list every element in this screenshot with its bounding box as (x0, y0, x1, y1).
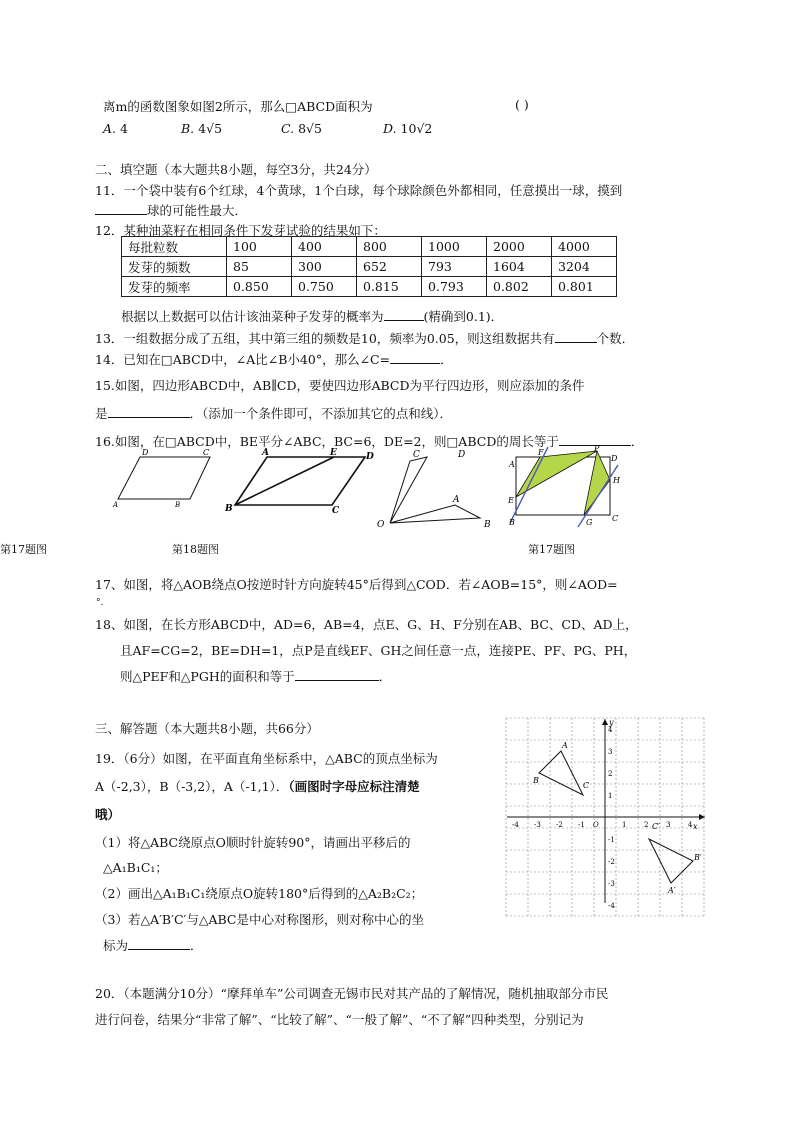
q13-a: 13．一组数据分成了五组，其中第三组的频数是10，频率为0.05，则这组数据共有 (95, 331, 555, 346)
fig3-triangle-cod (390, 457, 427, 523)
fig1-label-a: A (113, 501, 119, 509)
fig1-label-d: D (142, 448, 149, 457)
q15-line1: 15.如图，四边形ABCD中，AB∥CD，要使四边形ABCD为平行四边形，则应添加的条件 (95, 378, 585, 393)
fig4-label-d: D (611, 454, 618, 463)
q12-intro: 12．某种油菜籽在相同条件下发芽试验的结果如下： (95, 223, 386, 238)
table-row (122, 237, 617, 257)
q18-blank[interactable] (295, 668, 379, 681)
table-cell: 3204 (552, 257, 617, 277)
q19-line2-b: （画图时字母应标注清楚 (288, 779, 420, 794)
triangle-abc (539, 751, 583, 795)
q15-a: 是 (95, 406, 108, 421)
x-tick-label: -3 (534, 821, 541, 829)
q19-s1b: △A₁B₁C₁； (103, 860, 168, 875)
opt-b-val: 4√5 (198, 121, 223, 136)
opt-a-val: 4 (120, 121, 128, 136)
fig4-label-e: E (508, 496, 514, 505)
opt-d-val: 10√2 (400, 121, 433, 136)
x-tick-label: 2 (644, 821, 649, 829)
table-cell: 400 (292, 237, 357, 257)
q12-blank[interactable] (384, 308, 424, 321)
q10-stem: 离m的函数图象如图2所示，那么□ABCD面积为 (103, 99, 373, 114)
section2-title: 二、填空题（本大题共8小题，每空3分，共24分） (95, 162, 377, 177)
y-axis-label: y (609, 718, 614, 727)
fig1-label-b: B (175, 501, 181, 509)
q11-blank[interactable] (95, 202, 147, 215)
q10-paren: ( ) (515, 97, 529, 112)
table-cell: 0.793 (422, 277, 487, 297)
q14 (95, 350, 453, 368)
q12-table (121, 236, 617, 297)
x-tick-label: 1 (622, 821, 627, 829)
table-cell: 1604 (487, 257, 552, 277)
table-cell: 300 (292, 257, 357, 277)
x-tick-label: -4 (512, 821, 519, 829)
opt-d-label: D. (383, 121, 397, 136)
table-cell: 0.750 (292, 277, 357, 297)
q12-after-a: 根据以上数据可以估计该油菜种子发芽的概率为 (121, 309, 384, 324)
y-tick-label: 4 (608, 726, 613, 734)
q19-s3b (103, 936, 203, 954)
q13-blank[interactable] (555, 330, 597, 343)
q20-line2: 进行问卷，结果分“非常了解”、“比较了解”、“一般了解”、“不了解”四种类型，分别记为 (95, 1012, 584, 1027)
x-tick-label: 4 (688, 821, 693, 829)
figures-row (100, 445, 720, 535)
q17 (95, 575, 618, 593)
pt-label-a-prime: A′ (668, 886, 676, 895)
opt-c (281, 121, 322, 136)
q19-line2 (95, 777, 420, 795)
fig2-label-b: B (225, 504, 233, 514)
fig4-label-c: C (612, 514, 619, 523)
q12-after-b: (精确到0.1)． (423, 309, 504, 324)
q19-line3: 哦） (95, 807, 121, 822)
pt-label-c: C (583, 781, 590, 790)
q15-line2 (95, 404, 452, 422)
fig3-label-b: B (484, 520, 491, 530)
fig4-label-h: H (613, 476, 620, 485)
y-tick-label: 2 (608, 770, 613, 778)
table-cell: 793 (422, 257, 487, 277)
q11-line2-text: 球的可能性最大． (147, 203, 248, 218)
table-cell: 0.815 (357, 277, 422, 297)
q17-a: 17、如图，将△AOB绕点O按逆时针方向旋转45°后得到△COD．若∠AOB=15°，则∠AOD= (95, 577, 618, 592)
opt-a-label: A. (103, 121, 117, 136)
y-tick-label: 1 (608, 792, 613, 800)
fig2-label-a: A (262, 448, 269, 458)
x-tick-label: O (593, 821, 599, 829)
pt-label-a: A (562, 741, 568, 750)
x-tick-label: -1 (578, 821, 585, 829)
table-cell: 100 (227, 237, 292, 257)
q11-line1: 11．一个袋中装有6个红球，4个黄球，1个白球，每个球除颜色外都相同，任意摸出一球，摸到 (95, 183, 623, 198)
table-cell: 2000 (487, 237, 552, 257)
q18-line3-a: 则△PEF和△PGH的面积和等于 (120, 669, 295, 684)
fig4-label-f: F (538, 448, 544, 457)
fig4-label-p: P (594, 444, 600, 453)
x-tick-label: -2 (556, 821, 563, 829)
opt-c-val: 8√5 (298, 121, 322, 136)
q19-line1: 19．（6分）如图，在平面直角坐标系中，△ABC的顶点坐标为 (95, 751, 438, 766)
q11-line2 (95, 201, 247, 219)
q14-b: ． (440, 352, 453, 367)
fig1-label-c: C (203, 448, 210, 457)
y-tick-label: -4 (608, 902, 615, 910)
q13-b: 个数． (596, 331, 635, 346)
q13 (95, 329, 634, 347)
q19-s3b-a: 标为 (103, 938, 129, 953)
q19-line2-a: A（-2,3），B（-3,2），A（-1,1）． (95, 779, 289, 794)
fig3-label-a: A (453, 495, 460, 505)
fig2-label-e: E (330, 448, 337, 458)
table-cell: 0.801 (552, 277, 617, 297)
q19-s1a: （1）将△ABC绕原点O顺时针旋转90°，请画出平移后的 (95, 835, 411, 850)
fig2-line-be (235, 457, 334, 505)
table-row (122, 257, 617, 277)
q14-a: 14．已知在□ABCD中，∠A比∠B小40°，那么∠C= (95, 352, 391, 367)
fig4-triangle-pef (516, 451, 597, 497)
opt-d (383, 121, 432, 136)
table-row-header: 发芽的频率 (122, 277, 227, 297)
table-cell: 652 (357, 257, 422, 277)
table-cell: 85 (227, 257, 292, 277)
fig2-label-d: D (366, 452, 374, 462)
fig1-parallelogram (118, 457, 210, 499)
table-cell: 0.850 (227, 277, 292, 297)
y-tick-label: 3 (608, 748, 613, 756)
x-tick-label: 3 (666, 821, 671, 829)
fig3-label-c: C (413, 450, 420, 460)
y-tick-label: -1 (608, 836, 615, 844)
q17-b: °． (96, 598, 110, 608)
q18-line3 (120, 667, 391, 685)
q14-blank[interactable] (390, 351, 440, 364)
opt-c-label: C. (281, 121, 295, 136)
x-axis-label: x (693, 822, 698, 831)
coordinate-grid (505, 717, 709, 910)
q20-line1: 20．（本题满分10分）“摩拜单车”公司调查无锡市民对其产品的了解情况，随机抽取部分市民 (95, 986, 609, 1001)
q18-line2: 且AF=CG=2，BE=DH=1，点P是直线EF、GH之间任意一点，连接PE、PF、PG、PH， (120, 643, 637, 658)
fig3-label-o: O (377, 520, 385, 530)
q12-after (121, 307, 503, 325)
q19-s3a: （3）若△A′B′C′与△ABC是中心对称图形，则对称中心的坐 (95, 912, 424, 927)
opt-b-label: B. (181, 121, 195, 136)
table-row (122, 277, 617, 297)
q19-s3b-b: ． (190, 938, 203, 953)
q15-b: ．（添加一个条件即可，不添加其它的点和线）． (189, 406, 453, 421)
table-cell: 1000 (422, 237, 487, 257)
fig2-label-c: C (332, 506, 340, 516)
fig3-triangle-aob (390, 505, 480, 523)
y-axis-arrow (602, 719, 608, 725)
q19-blank[interactable] (128, 937, 190, 950)
q10-options (103, 121, 128, 136)
table-cell: 0.802 (487, 277, 552, 297)
table-row-header: 每批粒数 (122, 237, 227, 257)
table-row-header: 发芽的频数 (122, 257, 227, 277)
fig3-label-d: D (458, 450, 466, 460)
q15-blank[interactable] (108, 405, 190, 418)
fig2-parallelogram (235, 457, 365, 505)
pt-label-b-prime: B′ (694, 853, 702, 862)
y-tick-label: -2 (608, 858, 615, 866)
pt-label-c-prime: C′ (652, 822, 660, 831)
pt-label-b: B (533, 776, 539, 785)
q19-s2: （2）画出△A₁B₁C₁绕原点O旋转180°后得到的△A₂B₂C₂； (95, 886, 424, 901)
fig-caption-mid: 第18题图 (172, 543, 219, 556)
fig-caption-right: 第17题图 (528, 543, 575, 556)
fig4-label-b: B (509, 518, 515, 527)
triangle-a-b-c-prime (649, 839, 693, 883)
table-cell: 800 (357, 237, 422, 257)
fig-caption-left: 第17题图 (0, 543, 47, 556)
table-cell: 4000 (552, 237, 617, 257)
q16-a: 16.如图，在□ABCD中，BE平分∠ABC，BC=6，DE=2，则□ABCD的周长等于 (95, 434, 559, 449)
y-tick-label: -3 (608, 880, 615, 888)
section3-title: 三、解答题（本大题共8小题，共66分） (95, 721, 319, 736)
tick-labels (512, 726, 693, 910)
opt-b (181, 121, 222, 136)
fig4-label-a: A (509, 460, 515, 469)
fig4-label-g: G (586, 518, 593, 527)
q16-b: ． (630, 434, 644, 449)
q18-line1: 18、如图，在长方形ABCD中，AD=6，AB=4，点E、G、H、F分别在AB、BC、CD、AD上， (95, 617, 638, 632)
q18-line3-b: ． (378, 669, 392, 684)
